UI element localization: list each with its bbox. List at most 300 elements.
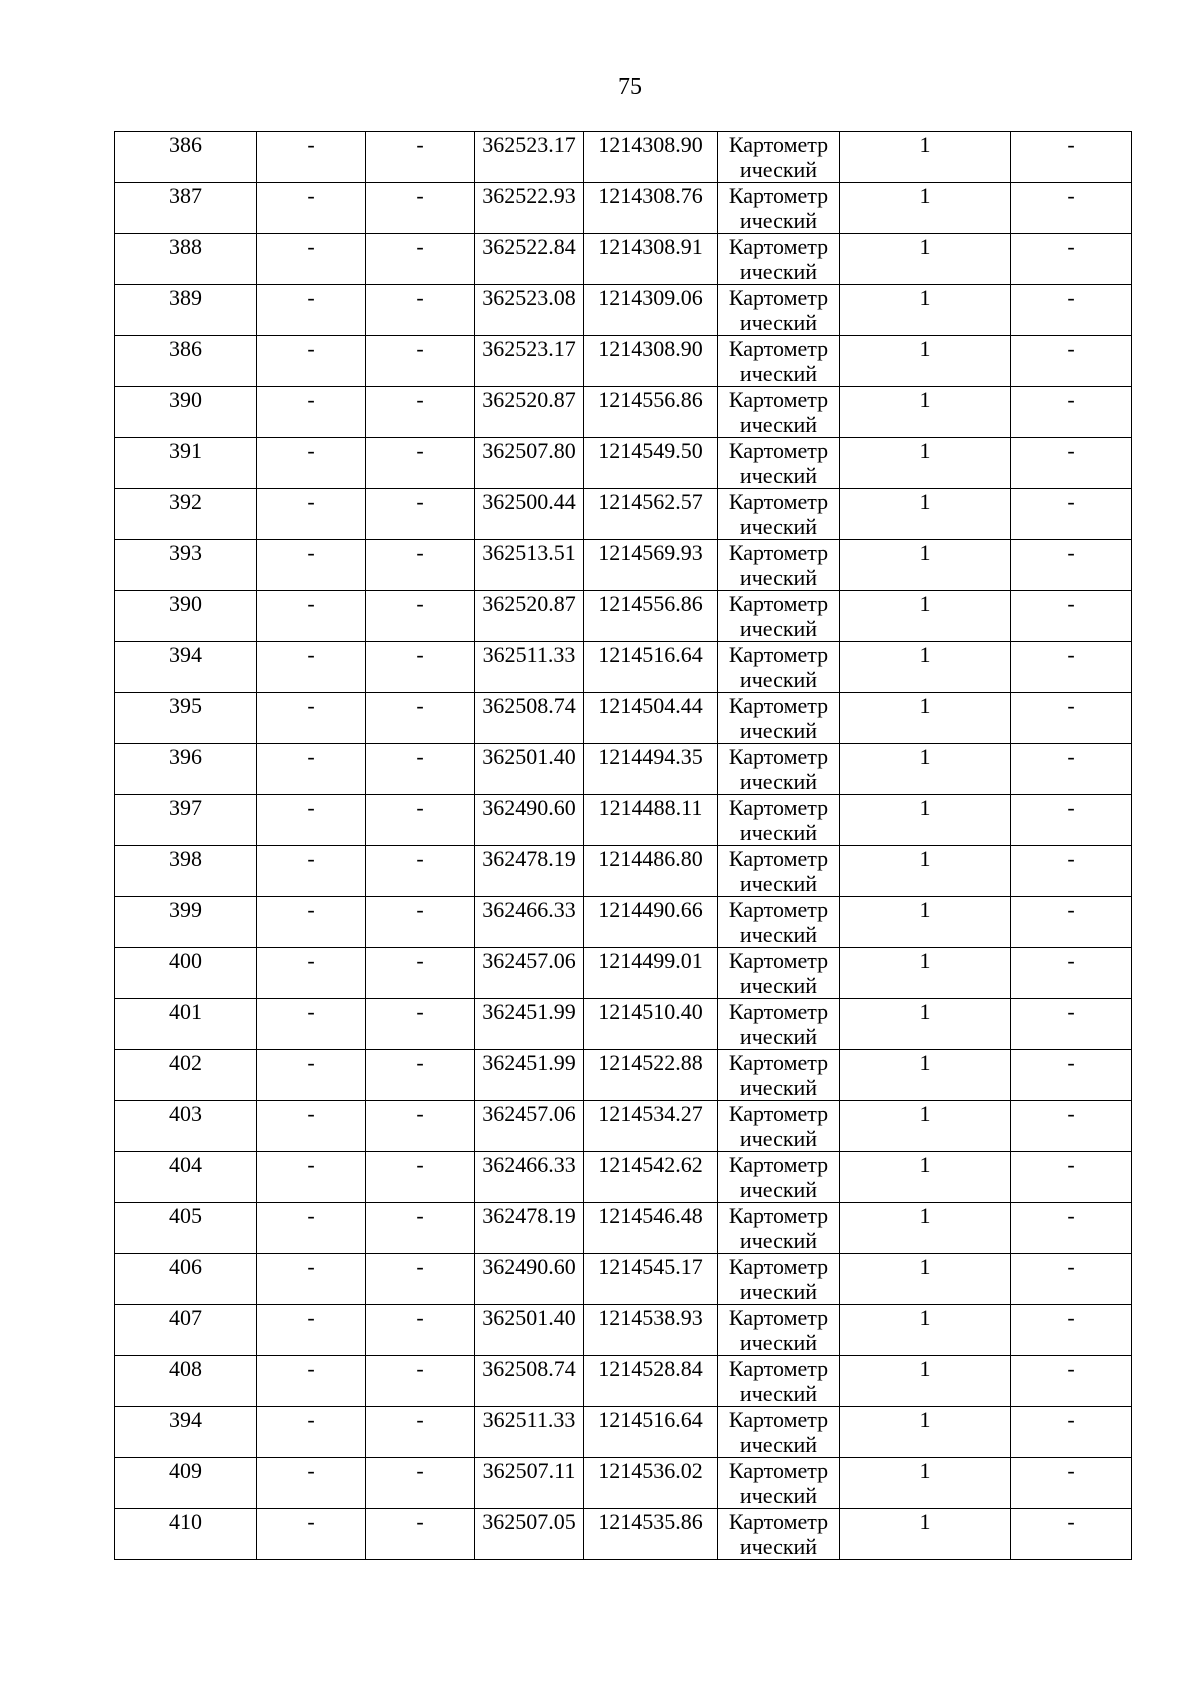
empty-cell-3: - xyxy=(366,489,475,540)
accuracy-cell: 1 xyxy=(840,132,1011,183)
y-coordinate-cell: 1214490.66 xyxy=(584,897,718,948)
accuracy-cell: 1 xyxy=(840,438,1011,489)
y-coordinate-cell: 1214522.88 xyxy=(584,1050,718,1101)
page-number: 75 xyxy=(618,74,642,100)
description-cell: - xyxy=(1011,489,1132,540)
empty-cell-3: - xyxy=(366,744,475,795)
empty-cell-2: - xyxy=(257,1458,366,1509)
method-cell xyxy=(718,1203,840,1254)
x-coordinate-cell: 362507.11 xyxy=(475,1458,584,1509)
point-number-cell: 388 xyxy=(115,234,257,285)
empty-cell-2: - xyxy=(257,387,366,438)
method-line-1: Картометр xyxy=(728,1356,829,1381)
y-coordinate-cell: 1214542.62 xyxy=(584,1152,718,1203)
point-number-cell: 399 xyxy=(115,897,257,948)
y-coordinate-cell: 1214494.35 xyxy=(584,744,718,795)
accuracy-cell: 1 xyxy=(840,387,1011,438)
method-line-2: ический xyxy=(739,412,818,437)
description-cell: - xyxy=(1011,999,1132,1050)
point-number-cell: 387 xyxy=(115,183,257,234)
y-coordinate-cell: 1214308.76 xyxy=(584,183,718,234)
table-row xyxy=(115,438,1132,489)
description-cell: - xyxy=(1011,693,1132,744)
method-cell xyxy=(718,183,840,234)
method-line-2: ический xyxy=(739,1075,818,1100)
table-row xyxy=(115,999,1132,1050)
y-coordinate-cell: 1214556.86 xyxy=(584,387,718,438)
empty-cell-2: - xyxy=(257,744,366,795)
point-number-cell: 394 xyxy=(115,1407,257,1458)
point-number-cell: 406 xyxy=(115,1254,257,1305)
empty-cell-2: - xyxy=(257,1152,366,1203)
description-cell: - xyxy=(1011,948,1132,999)
method-cell xyxy=(718,1356,840,1407)
method-line-2: ический xyxy=(739,616,818,641)
x-coordinate-cell: 362511.33 xyxy=(475,1407,584,1458)
empty-cell-2: - xyxy=(257,642,366,693)
method-line-2: ический xyxy=(739,1126,818,1151)
method-line-1: Картометр xyxy=(728,540,829,565)
y-coordinate-cell: 1214549.50 xyxy=(584,438,718,489)
y-coordinate-cell: 1214486.80 xyxy=(584,846,718,897)
method-line-1: Картометр xyxy=(728,999,829,1024)
description-cell: - xyxy=(1011,132,1132,183)
method-line-2: ический xyxy=(739,208,818,233)
method-line-1: Картометр xyxy=(728,897,829,922)
description-cell: - xyxy=(1011,1203,1132,1254)
method-line-1: Картометр xyxy=(728,489,829,514)
description-cell: - xyxy=(1011,438,1132,489)
method-line-2: ический xyxy=(739,718,818,743)
y-coordinate-cell: 1214535.86 xyxy=(584,1509,718,1560)
empty-cell-2: - xyxy=(257,234,366,285)
method-line-1: Картометр xyxy=(728,285,829,310)
table-row xyxy=(115,1305,1132,1356)
accuracy-cell: 1 xyxy=(840,1305,1011,1356)
x-coordinate-cell: 362523.17 xyxy=(475,132,584,183)
y-coordinate-cell: 1214569.93 xyxy=(584,540,718,591)
empty-cell-2: - xyxy=(257,183,366,234)
method-cell xyxy=(718,1509,840,1560)
description-cell: - xyxy=(1011,846,1132,897)
empty-cell-3: - xyxy=(366,285,475,336)
method-line-2: ический xyxy=(739,1483,818,1508)
table-row xyxy=(115,489,1132,540)
empty-cell-3: - xyxy=(366,1101,475,1152)
x-coordinate-cell: 362478.19 xyxy=(475,846,584,897)
empty-cell-3: - xyxy=(366,1254,475,1305)
accuracy-cell: 1 xyxy=(840,1203,1011,1254)
method-line-1: Картометр xyxy=(728,1101,829,1126)
method-line-1: Картометр xyxy=(728,1458,829,1483)
table-row xyxy=(115,1203,1132,1254)
empty-cell-3: - xyxy=(366,183,475,234)
point-number-cell: 407 xyxy=(115,1305,257,1356)
x-coordinate-cell: 362490.60 xyxy=(475,795,584,846)
description-cell: - xyxy=(1011,234,1132,285)
point-number-cell: 401 xyxy=(115,999,257,1050)
empty-cell-3: - xyxy=(366,1203,475,1254)
empty-cell-2: - xyxy=(257,948,366,999)
method-cell xyxy=(718,285,840,336)
point-number-cell: 390 xyxy=(115,591,257,642)
method-line-2: ический xyxy=(739,820,818,845)
x-coordinate-cell: 362520.87 xyxy=(475,591,584,642)
table-row xyxy=(115,744,1132,795)
table-row xyxy=(115,336,1132,387)
empty-cell-2: - xyxy=(257,540,366,591)
x-coordinate-cell: 362457.06 xyxy=(475,948,584,999)
point-number-cell: 392 xyxy=(115,489,257,540)
accuracy-cell: 1 xyxy=(840,897,1011,948)
empty-cell-3: - xyxy=(366,999,475,1050)
table-row xyxy=(115,591,1132,642)
method-cell xyxy=(718,744,840,795)
point-number-cell: 397 xyxy=(115,795,257,846)
method-line-2: ический xyxy=(739,1534,818,1559)
method-line-2: ический xyxy=(739,871,818,896)
accuracy-cell: 1 xyxy=(840,1356,1011,1407)
method-cell xyxy=(718,591,840,642)
method-cell xyxy=(718,1101,840,1152)
empty-cell-3: - xyxy=(366,948,475,999)
empty-cell-2: - xyxy=(257,336,366,387)
y-coordinate-cell: 1214528.84 xyxy=(584,1356,718,1407)
method-cell xyxy=(718,1458,840,1509)
empty-cell-3: - xyxy=(366,897,475,948)
method-line-2: ический xyxy=(739,565,818,590)
method-line-2: ический xyxy=(739,1228,818,1253)
point-number-cell: 390 xyxy=(115,387,257,438)
accuracy-cell: 1 xyxy=(840,999,1011,1050)
method-cell xyxy=(718,897,840,948)
empty-cell-2: - xyxy=(257,846,366,897)
accuracy-cell: 1 xyxy=(840,336,1011,387)
method-line-1: Картометр xyxy=(728,795,829,820)
x-coordinate-cell: 362522.93 xyxy=(475,183,584,234)
y-coordinate-cell: 1214556.86 xyxy=(584,591,718,642)
table-body xyxy=(115,132,1132,1560)
method-cell xyxy=(718,1305,840,1356)
description-cell: - xyxy=(1011,897,1132,948)
point-number-cell: 391 xyxy=(115,438,257,489)
empty-cell-3: - xyxy=(366,795,475,846)
accuracy-cell: 1 xyxy=(840,285,1011,336)
method-line-1: Картометр xyxy=(728,642,829,667)
method-line-2: ический xyxy=(739,922,818,947)
description-cell: - xyxy=(1011,336,1132,387)
y-coordinate-cell: 1214309.06 xyxy=(584,285,718,336)
table-row xyxy=(115,1254,1132,1305)
y-coordinate-cell: 1214308.91 xyxy=(584,234,718,285)
table-row xyxy=(115,285,1132,336)
table-row xyxy=(115,183,1132,234)
empty-cell-3: - xyxy=(366,642,475,693)
accuracy-cell: 1 xyxy=(840,1254,1011,1305)
accuracy-cell: 1 xyxy=(840,234,1011,285)
table-row xyxy=(115,693,1132,744)
point-number-cell: 405 xyxy=(115,1203,257,1254)
method-cell xyxy=(718,693,840,744)
x-coordinate-cell: 362523.17 xyxy=(475,336,584,387)
point-number-cell: 393 xyxy=(115,540,257,591)
y-coordinate-cell: 1214516.64 xyxy=(584,1407,718,1458)
point-number-cell: 396 xyxy=(115,744,257,795)
y-coordinate-cell: 1214499.01 xyxy=(584,948,718,999)
method-line-1: Картометр xyxy=(728,1152,829,1177)
method-cell xyxy=(718,642,840,693)
method-line-2: ический xyxy=(739,310,818,335)
method-line-1: Картометр xyxy=(728,744,829,769)
method-line-2: ический xyxy=(739,769,818,794)
y-coordinate-cell: 1214510.40 xyxy=(584,999,718,1050)
point-number-cell: 389 xyxy=(115,285,257,336)
table-row xyxy=(115,234,1132,285)
x-coordinate-cell: 362490.60 xyxy=(475,1254,584,1305)
x-coordinate-cell: 362466.33 xyxy=(475,1152,584,1203)
x-coordinate-cell: 362478.19 xyxy=(475,1203,584,1254)
method-cell xyxy=(718,846,840,897)
empty-cell-2: - xyxy=(257,1305,366,1356)
x-coordinate-cell: 362523.08 xyxy=(475,285,584,336)
description-cell: - xyxy=(1011,1407,1132,1458)
empty-cell-2: - xyxy=(257,438,366,489)
x-coordinate-cell: 362522.84 xyxy=(475,234,584,285)
table-row xyxy=(115,1152,1132,1203)
empty-cell-2: - xyxy=(257,897,366,948)
method-cell xyxy=(718,540,840,591)
accuracy-cell: 1 xyxy=(840,693,1011,744)
accuracy-cell: 1 xyxy=(840,183,1011,234)
point-number-cell: 398 xyxy=(115,846,257,897)
y-coordinate-cell: 1214538.93 xyxy=(584,1305,718,1356)
accuracy-cell: 1 xyxy=(840,846,1011,897)
empty-cell-3: - xyxy=(366,591,475,642)
method-line-1: Картометр xyxy=(728,1203,829,1228)
description-cell: - xyxy=(1011,285,1132,336)
description-cell: - xyxy=(1011,1458,1132,1509)
y-coordinate-cell: 1214504.44 xyxy=(584,693,718,744)
x-coordinate-cell: 362501.40 xyxy=(475,744,584,795)
description-cell: - xyxy=(1011,387,1132,438)
accuracy-cell: 1 xyxy=(840,1152,1011,1203)
x-coordinate-cell: 362508.74 xyxy=(475,693,584,744)
empty-cell-3: - xyxy=(366,1458,475,1509)
method-cell xyxy=(718,795,840,846)
point-number-cell: 410 xyxy=(115,1509,257,1560)
method-line-1: Картометр xyxy=(728,438,829,463)
table-row xyxy=(115,540,1132,591)
method-line-1: Картометр xyxy=(728,387,829,412)
y-coordinate-cell: 1214562.57 xyxy=(584,489,718,540)
accuracy-cell: 1 xyxy=(840,1458,1011,1509)
empty-cell-2: - xyxy=(257,1203,366,1254)
method-line-2: ический xyxy=(739,361,818,386)
y-coordinate-cell: 1214516.64 xyxy=(584,642,718,693)
accuracy-cell: 1 xyxy=(840,642,1011,693)
empty-cell-3: - xyxy=(366,693,475,744)
empty-cell-2: - xyxy=(257,1254,366,1305)
description-cell: - xyxy=(1011,1152,1132,1203)
empty-cell-2: - xyxy=(257,999,366,1050)
table-row xyxy=(115,846,1132,897)
table-row xyxy=(115,132,1132,183)
method-cell xyxy=(718,132,840,183)
empty-cell-2: - xyxy=(257,132,366,183)
method-line-2: ический xyxy=(739,1024,818,1049)
description-cell: - xyxy=(1011,540,1132,591)
method-cell xyxy=(718,438,840,489)
description-cell: - xyxy=(1011,1101,1132,1152)
x-coordinate-cell: 362466.33 xyxy=(475,897,584,948)
description-cell: - xyxy=(1011,642,1132,693)
table-row xyxy=(115,795,1132,846)
accuracy-cell: 1 xyxy=(840,1050,1011,1101)
x-coordinate-cell: 362508.74 xyxy=(475,1356,584,1407)
x-coordinate-cell: 362457.06 xyxy=(475,1101,584,1152)
y-coordinate-cell: 1214545.17 xyxy=(584,1254,718,1305)
x-coordinate-cell: 362520.87 xyxy=(475,387,584,438)
method-line-2: ический xyxy=(739,1279,818,1304)
description-cell: - xyxy=(1011,1254,1132,1305)
coordinates-table xyxy=(114,131,1132,1560)
method-cell xyxy=(718,1050,840,1101)
empty-cell-2: - xyxy=(257,489,366,540)
table-row xyxy=(115,1407,1132,1458)
table-row xyxy=(115,642,1132,693)
method-line-2: ический xyxy=(739,1432,818,1457)
method-cell xyxy=(718,999,840,1050)
empty-cell-2: - xyxy=(257,591,366,642)
empty-cell-3: - xyxy=(366,1356,475,1407)
x-coordinate-cell: 362451.99 xyxy=(475,1050,584,1101)
method-line-2: ический xyxy=(739,1177,818,1202)
method-line-2: ический xyxy=(739,973,818,998)
accuracy-cell: 1 xyxy=(840,744,1011,795)
method-cell xyxy=(718,1254,840,1305)
empty-cell-3: - xyxy=(366,438,475,489)
method-line-2: ический xyxy=(739,463,818,488)
y-coordinate-cell: 1214308.90 xyxy=(584,336,718,387)
accuracy-cell: 1 xyxy=(840,591,1011,642)
empty-cell-3: - xyxy=(366,540,475,591)
empty-cell-2: - xyxy=(257,285,366,336)
accuracy-cell: 1 xyxy=(840,948,1011,999)
table-row xyxy=(115,1101,1132,1152)
method-line-1: Картометр xyxy=(728,591,829,616)
description-cell: - xyxy=(1011,591,1132,642)
method-cell xyxy=(718,387,840,438)
point-number-cell: 402 xyxy=(115,1050,257,1101)
empty-cell-3: - xyxy=(366,1407,475,1458)
table-row xyxy=(115,1050,1132,1101)
method-line-1: Картометр xyxy=(728,948,829,973)
description-cell: - xyxy=(1011,183,1132,234)
description-cell: - xyxy=(1011,1509,1132,1560)
x-coordinate-cell: 362501.40 xyxy=(475,1305,584,1356)
accuracy-cell: 1 xyxy=(840,1509,1011,1560)
table-row xyxy=(115,1458,1132,1509)
method-cell xyxy=(718,489,840,540)
description-cell: - xyxy=(1011,744,1132,795)
point-number-cell: 400 xyxy=(115,948,257,999)
empty-cell-2: - xyxy=(257,795,366,846)
point-number-cell: 386 xyxy=(115,336,257,387)
method-line-1: Картометр xyxy=(728,1254,829,1279)
empty-cell-2: - xyxy=(257,693,366,744)
empty-cell-3: - xyxy=(366,234,475,285)
description-cell: - xyxy=(1011,1050,1132,1101)
description-cell: - xyxy=(1011,1356,1132,1407)
table-row xyxy=(115,897,1132,948)
method-cell xyxy=(718,1152,840,1203)
point-number-cell: 404 xyxy=(115,1152,257,1203)
method-line-2: ический xyxy=(739,514,818,539)
method-line-1: Картометр xyxy=(728,132,829,157)
point-number-cell: 386 xyxy=(115,132,257,183)
empty-cell-2: - xyxy=(257,1509,366,1560)
empty-cell-3: - xyxy=(366,387,475,438)
point-number-cell: 395 xyxy=(115,693,257,744)
x-coordinate-cell: 362500.44 xyxy=(475,489,584,540)
y-coordinate-cell: 1214546.48 xyxy=(584,1203,718,1254)
method-line-1: Картометр xyxy=(728,1305,829,1330)
x-coordinate-cell: 362511.33 xyxy=(475,642,584,693)
x-coordinate-cell: 362507.80 xyxy=(475,438,584,489)
method-line-2: ический xyxy=(739,1381,818,1406)
method-line-2: ический xyxy=(739,157,818,182)
empty-cell-3: - xyxy=(366,1509,475,1560)
point-number-cell: 403 xyxy=(115,1101,257,1152)
method-line-1: Картометр xyxy=(728,693,829,718)
method-cell xyxy=(718,1407,840,1458)
point-number-cell: 408 xyxy=(115,1356,257,1407)
description-cell: - xyxy=(1011,1305,1132,1356)
method-cell xyxy=(718,234,840,285)
x-coordinate-cell: 362451.99 xyxy=(475,999,584,1050)
table-row xyxy=(115,948,1132,999)
empty-cell-2: - xyxy=(257,1407,366,1458)
empty-cell-3: - xyxy=(366,1152,475,1203)
method-line-2: ический xyxy=(739,667,818,692)
method-line-2: ический xyxy=(739,1330,818,1355)
x-coordinate-cell: 362507.05 xyxy=(475,1509,584,1560)
method-line-1: Картометр xyxy=(728,1050,829,1075)
method-line-1: Картометр xyxy=(728,846,829,871)
empty-cell-3: - xyxy=(366,1305,475,1356)
y-coordinate-cell: 1214308.90 xyxy=(584,132,718,183)
table-row xyxy=(115,387,1132,438)
empty-cell-2: - xyxy=(257,1101,366,1152)
empty-cell-2: - xyxy=(257,1356,366,1407)
accuracy-cell: 1 xyxy=(840,489,1011,540)
method-line-1: Картометр xyxy=(728,1407,829,1432)
table-row xyxy=(115,1356,1132,1407)
point-number-cell: 394 xyxy=(115,642,257,693)
y-coordinate-cell: 1214488.11 xyxy=(584,795,718,846)
accuracy-cell: 1 xyxy=(840,1407,1011,1458)
empty-cell-3: - xyxy=(366,132,475,183)
method-line-1: Картометр xyxy=(728,234,829,259)
accuracy-cell: 1 xyxy=(840,1101,1011,1152)
method-cell xyxy=(718,336,840,387)
method-line-1: Картометр xyxy=(728,183,829,208)
accuracy-cell: 1 xyxy=(840,795,1011,846)
method-line-1: Картометр xyxy=(728,1509,829,1534)
description-cell: - xyxy=(1011,795,1132,846)
accuracy-cell: 1 xyxy=(840,540,1011,591)
method-line-1: Картометр xyxy=(728,336,829,361)
